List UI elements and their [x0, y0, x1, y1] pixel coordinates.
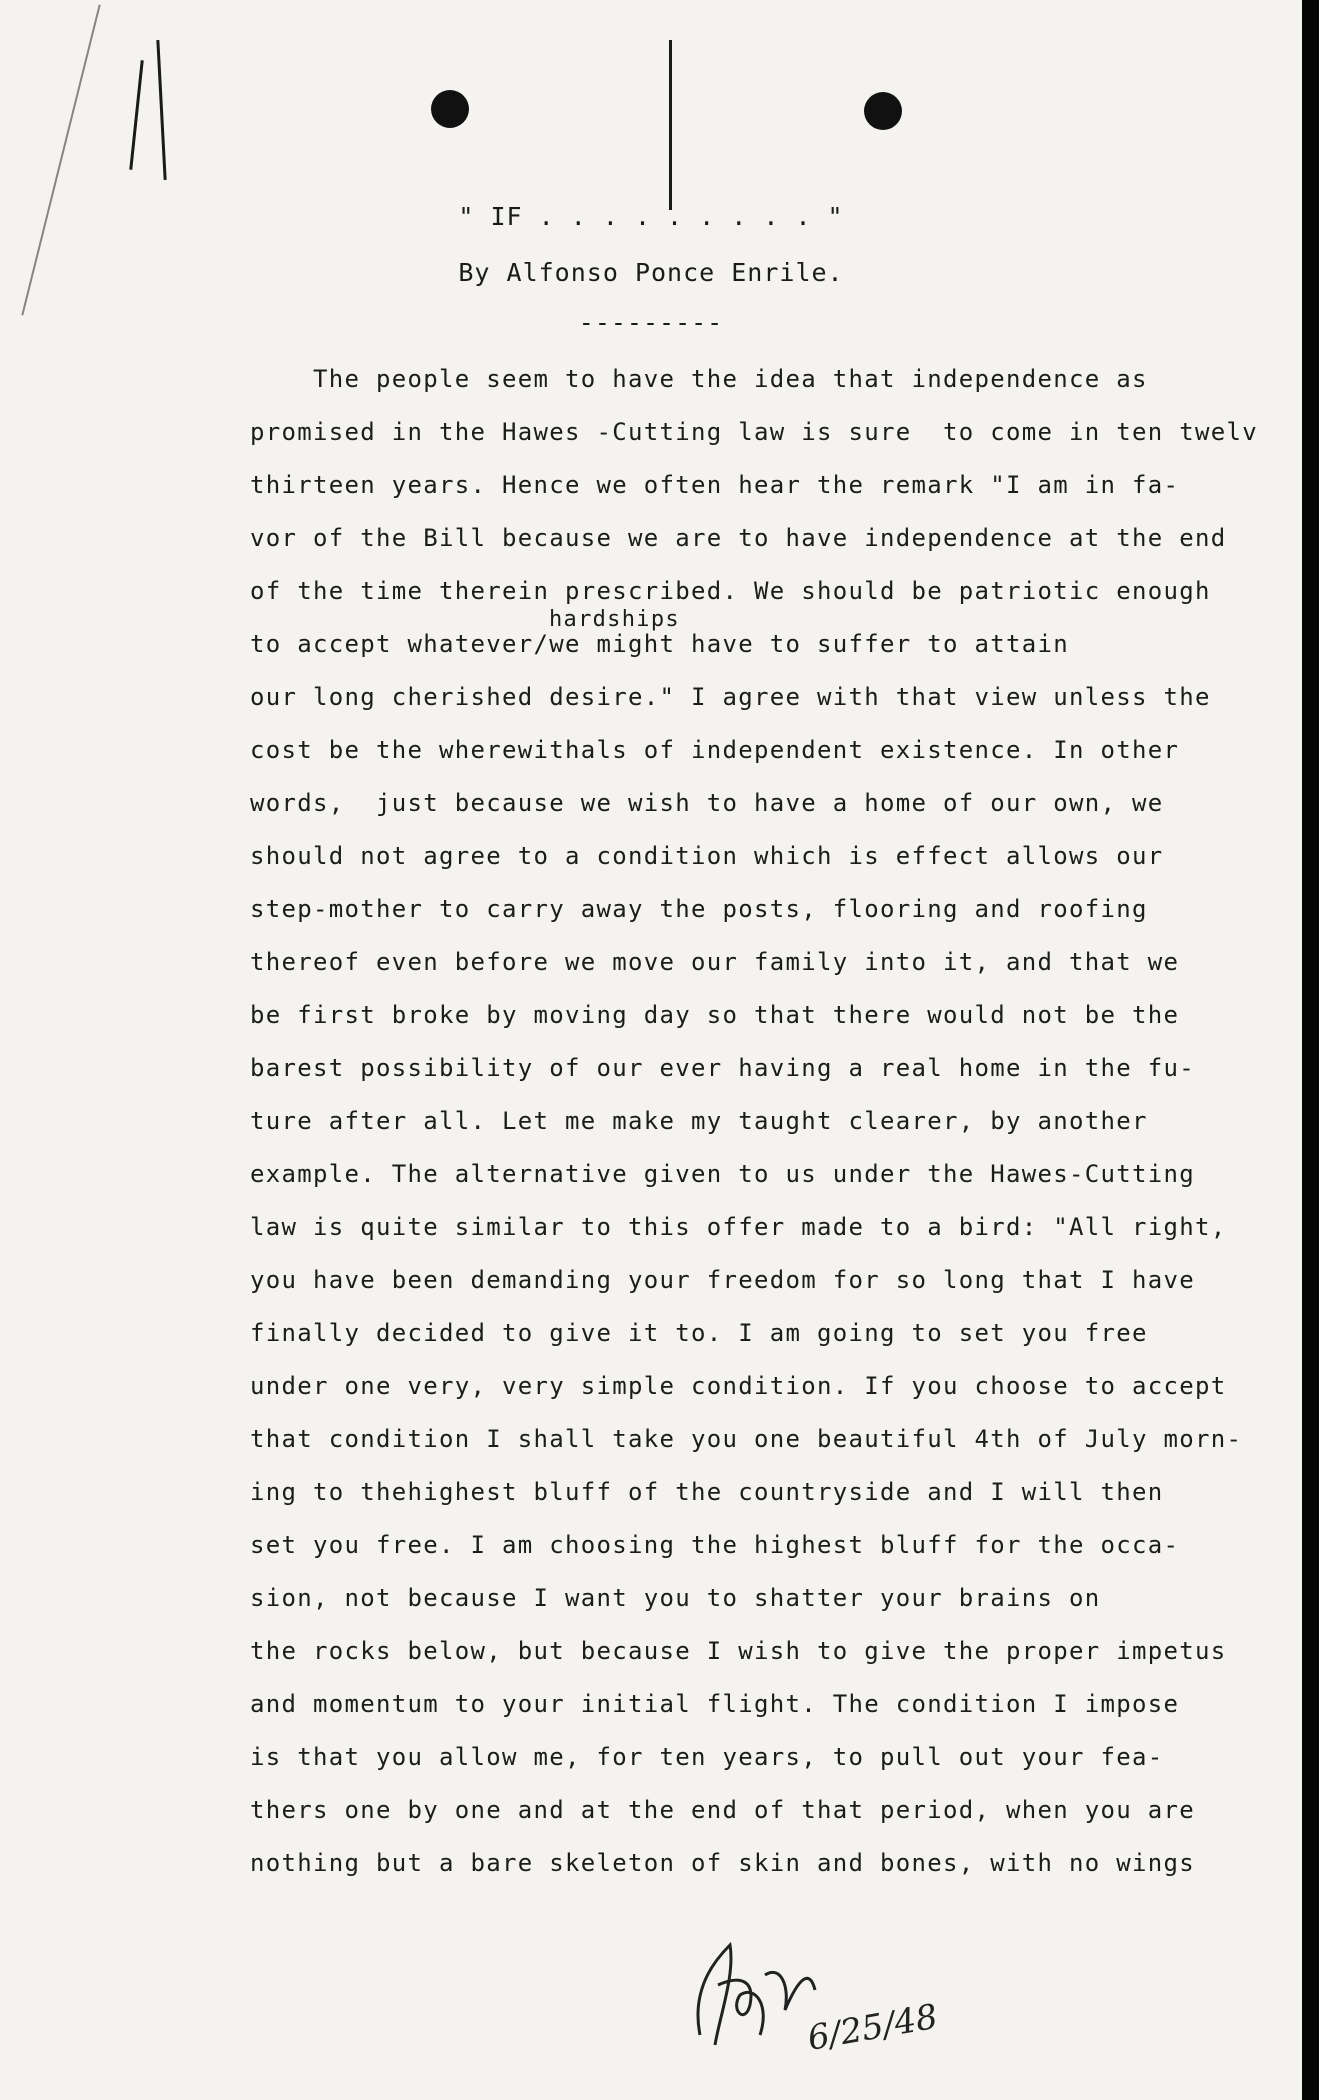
body-line: cost be the wherewithals of independent existence. In other [250, 736, 1180, 764]
body-line: ing to thehighest bluff of the countryside and I will then [250, 1478, 1164, 1506]
body-line: The people seem to have the idea that independence as [250, 365, 1148, 393]
body-line: to accept whatever/we might have to suffer to attain [250, 630, 1069, 658]
clip-mark-center [669, 40, 672, 210]
body-line: thereof even before we move our family into it, and that we [250, 948, 1180, 976]
punch-hole-right [864, 92, 902, 130]
body-line: of the time therein prescribed. We should be patriotic enough [250, 577, 1211, 605]
body-line: should not agree to a condition which is effect allows our [250, 842, 1164, 870]
body-line: be first broke by moving day so that there would not be the [250, 1001, 1180, 1029]
handwritten-date: 6/25/48 [804, 1996, 941, 2059]
body-line: set you free. I am choosing the highest bluff for the occa- [250, 1531, 1180, 1559]
title-rule: --------- [578, 308, 724, 337]
body-line: barest possibility of our ever having a real home in the fu- [250, 1054, 1195, 1082]
body-line: vor of the Bill because we are to have independence at the end [250, 524, 1227, 552]
body-line: step-mother to carry away the posts, flooring and roofing [250, 895, 1148, 923]
document-title: " IF . . . . . . . . . " [458, 202, 844, 231]
body-line: is that you allow me, for ten years, to pull out your fea- [250, 1743, 1164, 1771]
body-line: the rocks below, but because I wish to give the proper impetus [250, 1637, 1227, 1665]
body-line: promised in the Hawes -Cutting law is sure to come in ten twelv [250, 418, 1258, 446]
body-line: nothing but a bare skeleton of skin and bones, with no wings [250, 1849, 1195, 1877]
handwritten-signature [660, 1915, 980, 2065]
body-line: you have been demanding your freedom for so long that I have [250, 1266, 1195, 1294]
body-line: ture after all. Let me make my taught clearer, by another [250, 1107, 1148, 1135]
body-line: example. The alternative given to us under the Hawes-Cutting [250, 1160, 1195, 1188]
clip-mark-left [129, 60, 143, 170]
document-byline: By Alfonso Ponce Enrile. [458, 258, 844, 287]
body-line: thirteen years. Hence we often hear the remark "I am in fa- [250, 471, 1180, 499]
body-line: thers one by one and at the end of that period, when you are [250, 1796, 1195, 1824]
body-line: that condition I shall take you one beautiful 4th of July morn- [250, 1425, 1243, 1453]
body-line: sion, not because I want you to shatter your brains on [250, 1584, 1101, 1612]
scan-border [1302, 0, 1319, 2100]
clip-mark-left-2 [156, 40, 166, 180]
body-line: law is quite similar to this offer made to a bird: "All right, [250, 1213, 1227, 1241]
body-line: our long cherished desire." I agree with that view unless the [250, 683, 1211, 711]
body-line: words, just because we wish to have a home of our own, we [250, 789, 1164, 817]
punch-hole-left [431, 90, 469, 128]
insertion-note: hardships [549, 607, 680, 632]
body-line: and momentum to your initial flight. The condition I impose [250, 1690, 1180, 1718]
body-line: finally decided to give it to. I am going to set you free [250, 1319, 1148, 1347]
body-line: under one very, very simple condition. If you choose to accept [250, 1372, 1227, 1400]
